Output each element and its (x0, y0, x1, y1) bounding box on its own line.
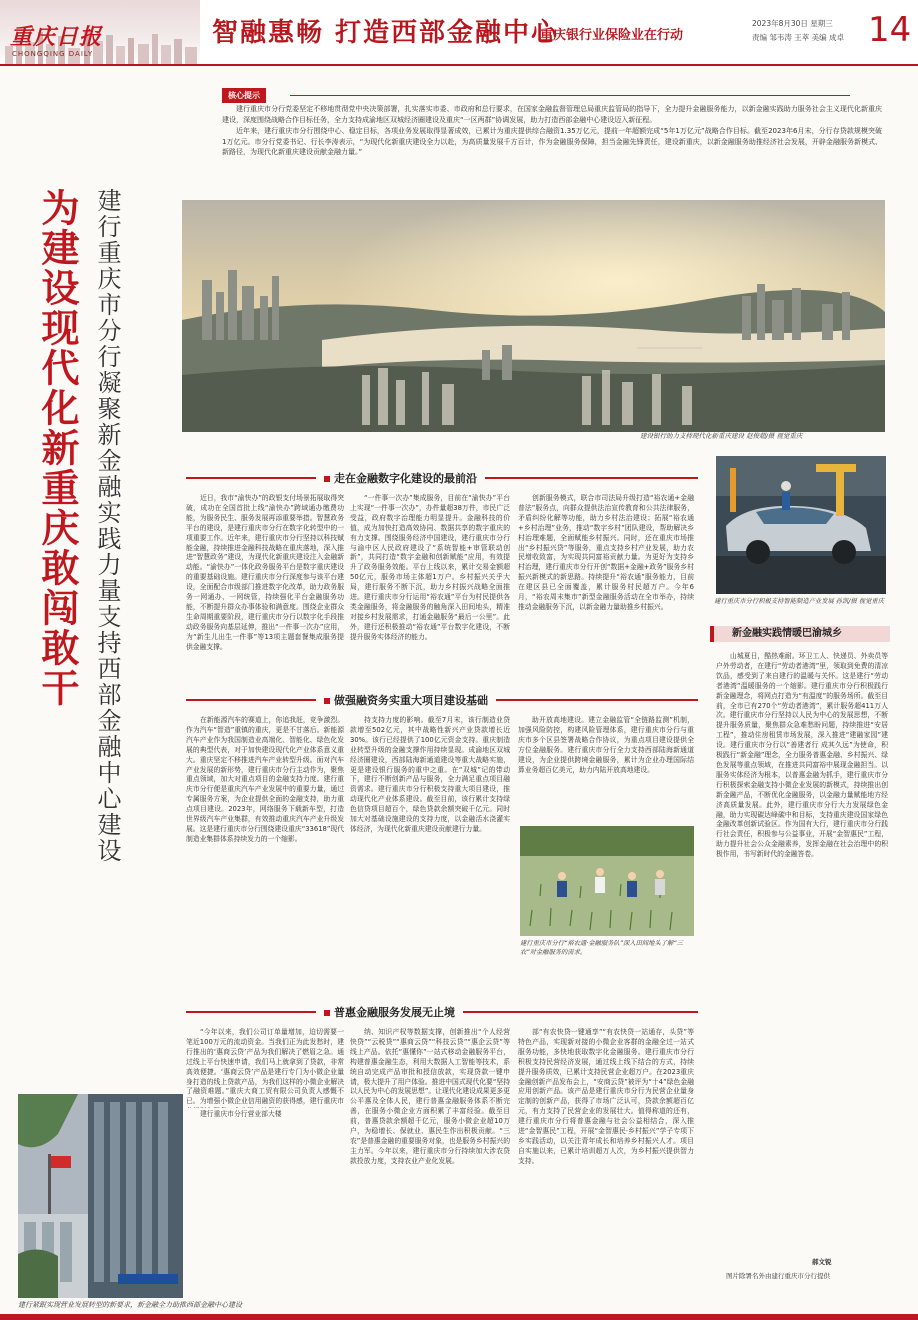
section-title-text: 普惠金融服务发展无止境 (334, 1006, 455, 1019)
sub-headline: 建行重庆市分行凝聚新金融实践力量支持西部金融中心建设 (93, 188, 121, 864)
body-text: “一件事一次办”集成服务，目前在“渝快办”平台上实现“一件事一次办”，办件量超38万件，市民广泛受益，政府数字治理能力明显提升。金融科技的价值，成为加快打造高效协同、数据共享的数字重庆的有力支撑。围绕服务经济中国建设，建行重庆市分行与渝中区人民政府建设了“系统智能+审管联动创新”，共同打造“数字金融和创新赋能”应用，有效提升了政务服务效能。平台上线以来，累计交易金额超50亿元，服务市场主体超1万户。乡村振兴关乎大局，建行服务不断下沉，助力乡村振兴战略全面推进。建行重庆市分行运用“裕农通”平台为村民提供各类金融服务，将金融服务的触角深入田间地头，精准对接乡村发展需求，打通金融服务“最后一公里”。此外，建行还积极推动“裕农通”平台数字化建设，不断提升服务实体经济的能力。 (350, 494, 510, 641)
body-text: 在新能源汽车的赛道上，你追我赶，竞争激烈。作为汽车“智造”重镇的重庆，更是不甘落后。新能源汽车产业作为我国制造业高端化、智能化、绿色化发展的典型代表，对于加快建设现代化产业体系意义重大。重庆坚定不移推进汽车产业转型升级。面对汽车产业发展的新形势，建行重庆市分行主动作为，聚焦重点领域，加大对重点项目的金融支持力度。建行重庆市分行便是重庆汽车产业发展中的重要力量，通过专属服务方案，为企业提供全面的金融支持，助力重点项目建设。2023年，网络服务下载新车型，打造世界级汽车产业集群，有效推动重庆汽车产业升级发展。这是建行重庆市分行围绕建设重庆“33618”现代制造业集群体系持续发力的一个缩影。 (186, 716, 344, 843)
issue-date: 2023年8月30日 星期三 (752, 19, 833, 28)
section-heading (186, 468, 698, 488)
section-marker-icon (324, 1010, 330, 1016)
summary-paragraph: 近年来，建行重庆市分行围绕中心、稳定目标，各项业务发展取得显著成效，已累计为重庆提供综合融资1.35万亿元，提前一年超额完成“5年1万亿元”战略合作目标。截至2023年6月末，分行存贷款规模突破1万亿元。市分行党委书记、行长李涛表示，“为现代化新重庆建设全力以赴，为高质量发展千方百计，作为金融服务保障，担当金融先锋责任，建设新重庆，以新金融服务助推经济社会发展，开辟金融服务新模式、新路径，为现代化新重庆建设贡献金融力量。” (222, 127, 882, 156)
section1-column-2 (350, 494, 510, 678)
body-text: 助开放高地建设。建立金融监管“全链路监测”机制，加强风险防控，构建风险管理体系，建行重庆市分行与重庆市多个区县签署战略合作协议，为重点项目建设提供全方位金融服务。建行重庆市分行全力支持西部陆海新通道建设，为企业提供跨境金融服务，累计为企业办理国际结算业务超百亿美元，助力内陆开放高地建设。 (518, 716, 694, 774)
section3-column-3 (518, 1028, 694, 1292)
body-text: 部“有农快贷一键通享”“有农快贷一站通存，头贷”等特色产品，实现新对接的小微企业客群的金融全过一站式服务功能，多快地获取数字化金融服务。建行重庆市分行积极支持民营经济发展，通过线上线下结合的方式，持续提升服务质效，已累计支持民营企业超万户。在2023重庆金融创新产品发布会上，“安商云贷”被评为“十4”绿色金融应用创新产品。该产品是建行重庆市分行为民营企业量身定制的创新产品，获得了市场广泛认可，贷款余额超百亿元，有力支持了民营企业的发展壮大。值得称道的还有，建行重庆市分行将普惠金融与社会公益相结合，深入推进“金智惠民”工程，开展“金智惠民·乡村振兴”学子专项下乡实践活动，以关注青年成长和培养乡村振兴人才。项目自实施以来，已累计培训超万人次，为乡村振兴提供智力支持。 (518, 1028, 694, 1165)
body-text: 创新服务模式，联合市司法局升级打造“裕农通+金融普法”服务点，向群众提供法治宣传教育和公共法律服务，矛盾纠纷化解等功能，助力乡村法治建设；拓展“裕农通+乡村治理”业务，推动“数字乡村”团队建设，帮助解决乡村治理难题，全面赋能乡村振兴。同时，还在重庆市场推出“乡村振兴贷”等服务，重点支持乡村产业发展，助力农民增收致富，为实现共同富裕贡献力量。为更好为支持乡村治理，建行重庆市分行开创“数据+金融+政务”服务乡村振兴新模式的新思路。持续提升“裕农通”服务能力，目前在建区县已全面覆盖，累计服务村民超万户。今年6月，“裕农周末集市”新型金融服务活动在全市举办，持续推动金融服务下沉，以新金融力量助推乡村振兴。 (518, 494, 694, 611)
page-slogan: 智融惠畅 打造西部金融中心 (212, 18, 560, 48)
rice-field-image (520, 826, 694, 936)
section3-column-2 (350, 1028, 510, 1292)
section2-column-2 (350, 716, 510, 964)
page-subtitle: 重庆银行业保险业在行动 (540, 28, 684, 43)
photo-source-note: 图片除署名外由建行重庆市分行提供 (726, 1272, 830, 1280)
car-production-image (716, 456, 886, 594)
city-panorama-image (182, 200, 885, 432)
masthead-rule (0, 64, 918, 66)
section2-column-1 (186, 716, 344, 964)
side-column-title (710, 626, 890, 642)
section-heading (186, 1002, 698, 1022)
section-heading (186, 690, 698, 710)
summary-divider (290, 95, 850, 96)
farm-photo-caption: 建行重庆市分行“裕农通·金融服务队”深入田间地头了解“三农”对金融服务的需求。 (520, 940, 683, 956)
section1-column-3 (518, 494, 694, 678)
paper-name-en: CHONGQING DAILY (12, 50, 94, 58)
body-text: 近日，我市“渝快办”的政银支付场景拓展取得突破，成功在全国首批上线“渝快办”跨域通办缴费功能，为服务民生、服务发展再添重要举措。智慧政务平台的建设，是建行重庆市分行在数字化转型中的一项重要工作。近年来，建行重庆市分行坚持以科技赋能金融，持续推进金融科技战略在重庆落地，深入推进“智慧政务”建设，为现代化新重庆建设注入金融新动能。“渝快办”一体化政务服务平台是数字重庆建设的重要基础设施。建行重庆市分行深度参与该平台建设，全面配合市级部门推进数字化改革，助力政务服务一网通办、一网统管，持续强化平台金融服务功能，不断提升群众办事体验和满意度。围绕企业群众生命周期重要阶段，建行重庆市分行以数字化手段推动政务服务向基层延伸，推出“一件事一次办”应用，为“新生儿出生一件事”等13项主题套餐集成服务提供金融支撑。 (186, 494, 344, 651)
factory-photo-caption: 建行重庆市分行积极支持智能制造产业发展 孙凯/摄 视觉重庆 (714, 598, 884, 605)
bank-building-image (18, 1094, 183, 1298)
farm-photo (520, 826, 694, 936)
hero-photo (182, 200, 885, 432)
side-column-text (716, 652, 888, 1252)
summary-box (222, 104, 882, 159)
building-photo (18, 1094, 183, 1298)
summary-paragraph: 建行重庆市分行党委坚定不移地贯彻党中央决策部署，扎实落实市委、市政府和总行要求，在国家金融监督管理总局重庆监管局的指导下，全力提升金融服务能力，以新金融实践助力服务社会主义现代化新重庆建设，深度围绕战略合作目标任务，全力支持成渝地区双城经济圈建设及重庆“一区两群”协调发展，助力打造西部金融中心建设迈入新征程。 (222, 105, 882, 124)
section3-column-1 (186, 1028, 344, 1108)
side-column-title-text: 新金融实践情暖巴渝城乡 (732, 628, 842, 639)
hero-caption: 建设银行助力支持现代化新重庆建设 赵俊超/摄 视觉重庆 (640, 432, 803, 440)
section-title (316, 692, 496, 708)
bottom-caption: 建行紧跟实现营业发展转型的新要求，新金融全力助推西部金融中心建设 (18, 1301, 242, 1309)
section-marker-icon (324, 476, 330, 482)
masthead (0, 0, 918, 66)
summary-tag: 核心提示 (222, 88, 266, 103)
page-number: 14 (868, 10, 912, 50)
body-text: 纳、知识产权等数据支撑，创新推出“个人经营快贷”“云税贷”“惠商云贷”“科技云贷”“惠企云贷”等线上产品。依托“惠懂你”一站式移动金融服务平台，构建普惠金融生态，利用大数据人工智能等技术，系统自动完成产品审批和授信放款，实现贷款一键申请，极大提升了用户体验。推进中国式现代化要“坚持以人民为中心的发展思想”。让现代化建设成果更多更公平惠及全体人民，建行普惠金融服务体系不断完善，在服务小微企业方面积累了丰富经验。截至目前，普惠贷款余额超千亿元，服务小微企业超10万户，为稳增长、保就业、惠民生作出积极贡献。“三农”是普惠金融的重要服务对象，也是服务乡村振兴的主力军。今年以来，建行重庆市分行持续加大涉农贷款投放力度，支持农业产业化发展。 (350, 1028, 510, 1165)
section-title-text: 做强融资务实重大项目建设基础 (334, 694, 488, 707)
logo-area (0, 0, 200, 66)
editors-line: 责编 邹韦涛 王萃 美编 成卓 (752, 33, 845, 42)
author-byline: 郝文锐 (812, 1258, 832, 1266)
building-photo-caption: 建行重庆市分行营业部大楼 (200, 1110, 282, 1118)
body-text: 持支持力度的影响。截至7月末，该行制造业贷款增至502亿元，其中战略性新兴产业贷款增长近30%。该行已经提供了100亿元资金支持。重庆制造业转型升级的金融支撑作用持续显现。成渝地区双城经济圈建设，西部陆海新通道建设等重大战略实施，更是建设银行服务的重中之重。在“双城”记的带动下，建行不断创新产品与服务，全力满足重点项目融资需求。建行重庆市分行积极支持重大项目建设，推动现代化产业体系建设。截至目前，该行累计支持绿色信贷项目超百个，绿色贷款余额突破千亿元。同时加大对基础设施建设的支持力度，以金融活水浇灌实体经济，为现代化新重庆建设贡献建行力量。 (350, 716, 510, 833)
section1-column-1 (186, 494, 344, 678)
main-headline: 为建设现代化新重庆敢闯敢干 (35, 188, 80, 708)
section-title (316, 470, 485, 486)
paper-name: 重庆日报 (10, 24, 103, 50)
section-marker-icon (324, 698, 330, 704)
body-text: 山城夏日，酷热难耐。环卫工人、快递员、外卖员等户外劳动者，在建行“劳动者港湾”里，领取到免费的清凉饮品，感受到了来自建行的温暖与关怀。这是建行“劳动者港湾”温暖服务的一个缩影。建行重庆市分行积极践行新金融理念，将网点打造为“有温度”的服务场所。截至目前，全市已有270个“劳动者港湾”，累计服务超411万人次。建行重庆市分行坚持以人民为中心的发展思想，不断提升服务质量，聚焦群众急难愁盼问题，持续推进“安居工程”，推动住房租赁市场发展，深入推进“建融家园”建设。建行重庆市分行以“善建者行 成其久远”为使命，积极践行“新金融”理念，全力服务普惠金融、乡村振兴、绿色发展等重点领域，在推进共同富裕中展现金融担当。以服务实体经济为根本，以普惠金融为抓手，建行重庆市分行积极探索金融支持小微企业发展的新模式，持续推出创新金融产品，不断优化金融服务，以金融力量赋能地方经济高质量发展。此外，建行重庆市分行大力发展绿色金融，助力实现碳达峰碳中和目标，支持重庆建设国家绿色金融改革创新试验区。作为国有大行，建行重庆市分行践行社会责任，积极参与公益事业，开展“金智惠民”工程，助力提升社会公众金融素养，发挥金融在社会治理中的积极作用，书写新时代的金融答卷。 (716, 652, 888, 859)
body-text: “今年以来，我们公司订单量增加，迫切需要一笔近100万元的流动资金。当我们正为此发愁时，建行推出的‘惠商云贷’产品为我们解决了燃眉之急。通过线上平台快速申请，我们马上就拿到了贷款，非常高效便捷。‘惠商云贷’产品是建行专门为小微企业量身打造的线上贷款产品，为我们这样的小微企业解决了融资难题。”重庆大商工贸有限公司负责人感慨不已。为增强小微企业信用融资的获得感，建行重庆市 (186, 1028, 344, 1106)
bottom-rule (0, 1314, 918, 1320)
section-title-text: 走在金融数字化建设的最前沿 (334, 472, 477, 485)
factory-photo (716, 456, 886, 594)
section-title (316, 1004, 463, 1020)
section2-column-3 (518, 716, 694, 820)
section3-column-1-continued (186, 1110, 344, 1292)
